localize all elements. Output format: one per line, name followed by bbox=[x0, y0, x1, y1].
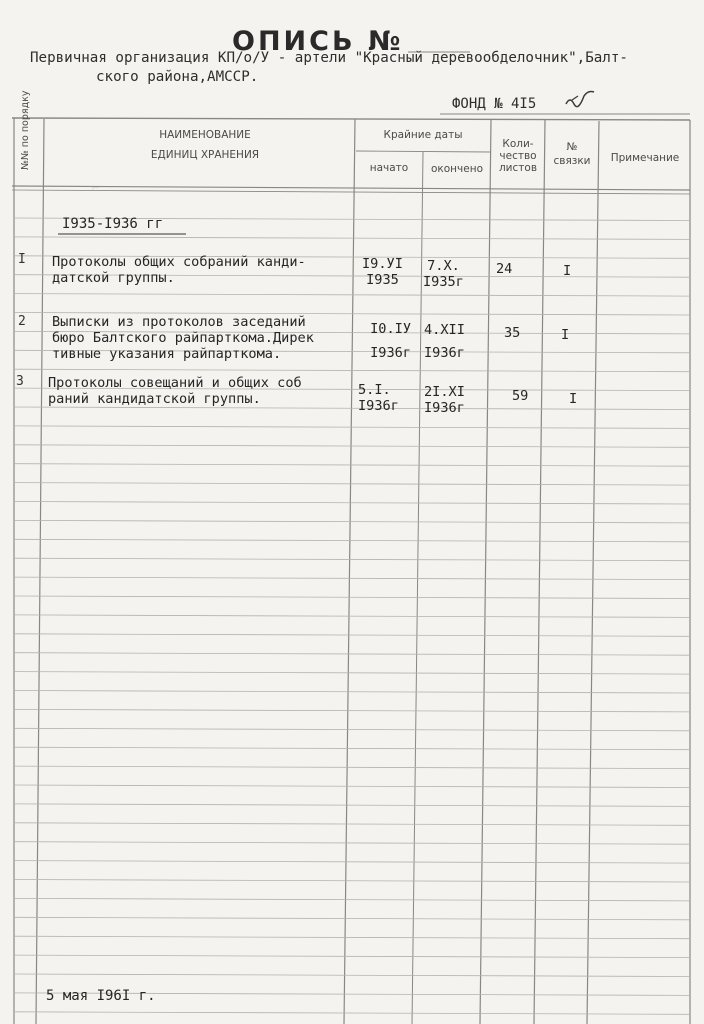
ruling-line bbox=[14, 955, 690, 958]
row-3-end-date bbox=[424, 384, 465, 416]
header-bundle bbox=[545, 140, 599, 168]
ruling-line bbox=[14, 842, 690, 845]
ruling-line bbox=[14, 785, 690, 788]
row-2-start-line2: I936г bbox=[370, 345, 411, 361]
row-3-number: 3 bbox=[16, 374, 24, 389]
ruling-line bbox=[14, 577, 690, 580]
row-3-name bbox=[48, 375, 302, 407]
section-underline bbox=[58, 232, 188, 236]
header-dates: Крайние даты bbox=[383, 129, 463, 141]
ruling-line bbox=[14, 615, 690, 618]
bleed-through-mark: ⌐ bbox=[92, 181, 100, 196]
ruling-line bbox=[14, 539, 690, 542]
header-sheets-line2: чество bbox=[499, 150, 537, 162]
row-2-end-line1: 4.ХII bbox=[424, 322, 465, 338]
ruling-line bbox=[14, 520, 690, 523]
ruling-line bbox=[14, 1012, 690, 1015]
row-2-end-line2: I936г bbox=[424, 345, 465, 361]
fond-number: ФОНД № 4I5 bbox=[452, 96, 537, 112]
ruling-line bbox=[14, 747, 690, 750]
row-3-start-date bbox=[358, 382, 399, 414]
row-3-name-line1: Протоколы совещаний и общих соб bbox=[48, 375, 302, 391]
ruling-line bbox=[14, 672, 690, 675]
row-1-start-line2: I935 bbox=[366, 272, 399, 288]
ruling-line bbox=[14, 426, 690, 429]
row-3-end-line1: 2I.ХI bbox=[424, 384, 465, 400]
row-3-end-line2: I936г bbox=[424, 400, 465, 416]
row-1-name-line2: датской группы. bbox=[52, 270, 175, 286]
header-sheets-line3: листов bbox=[498, 162, 538, 174]
row-1-end-line2: I935г bbox=[423, 274, 464, 290]
row-1-name bbox=[52, 254, 306, 286]
row-2-name bbox=[52, 314, 314, 362]
footer-date: 5 мая I96I г. bbox=[46, 988, 156, 1004]
row-2-end-date bbox=[424, 322, 465, 361]
row-1-start-date bbox=[362, 256, 403, 288]
row-2-number: 2 bbox=[18, 314, 26, 329]
row-1-start-line1: I9.УI bbox=[362, 256, 403, 272]
header-number: №№ по порядку bbox=[20, 90, 31, 170]
ruling-line bbox=[14, 766, 690, 769]
ruling-line bbox=[14, 294, 690, 297]
header-name-line1: НАИМЕНОВАНИЕ bbox=[159, 129, 251, 141]
ruling-line bbox=[14, 237, 690, 240]
ruling-line bbox=[14, 823, 690, 826]
row-3-start-line2: I936г bbox=[358, 398, 399, 414]
header-sheets bbox=[491, 138, 545, 174]
header-bundle-line1: № bbox=[566, 141, 578, 153]
organization-line-1: Первичная организация КП/о/У - артели "Красный деревообделочник",Балт- bbox=[30, 50, 628, 66]
checkmark-scribble bbox=[566, 92, 594, 107]
row-2-start-date bbox=[361, 321, 411, 361]
header-dates-start: начато bbox=[369, 162, 409, 174]
row-3-sheets: 59 bbox=[512, 388, 529, 404]
row-1-end-date bbox=[423, 258, 464, 290]
row-3-bundle: I bbox=[569, 391, 578, 407]
organization-line-2: ского района,АМССР. bbox=[96, 69, 259, 85]
ruling-line bbox=[14, 596, 690, 599]
ruling-line bbox=[14, 653, 690, 656]
ruling-line bbox=[14, 464, 690, 467]
header-sheets-line1: Коли- bbox=[502, 138, 534, 150]
row-1-name-line1: Протоколы общих собраний канди- bbox=[52, 254, 306, 270]
header-dates-end: окончено bbox=[430, 163, 483, 175]
ruling-line bbox=[14, 558, 690, 561]
row-2-name-line3: тивные указания райпарткома. bbox=[52, 346, 282, 362]
row-2-start-line1: I0.IУ bbox=[370, 321, 411, 337]
ruling-line bbox=[14, 728, 690, 731]
row-2-name-line2: бюро Балтского райпарткома.Дирек bbox=[52, 330, 314, 346]
row-2-bundle: I bbox=[561, 327, 570, 343]
ruling-line bbox=[14, 804, 690, 807]
row-2-name-line1: Выписки из протоколов заседаний bbox=[52, 314, 306, 330]
ruling-line bbox=[14, 974, 690, 977]
header-notes: Примечание bbox=[610, 152, 680, 164]
header-bundle-line2: связки bbox=[553, 155, 591, 167]
ruling-line bbox=[14, 483, 690, 486]
row-1-sheets: 24 bbox=[496, 261, 513, 277]
page-title: ОПИСЬ № bbox=[232, 26, 404, 57]
ruling-line bbox=[14, 502, 690, 505]
ruling-line bbox=[14, 445, 690, 448]
row-1-number: I bbox=[18, 252, 26, 267]
section-heading: I935-I936 гг bbox=[62, 216, 164, 232]
header-name-line2: ЕДИНИЦ ХРАНЕНИЯ bbox=[150, 149, 260, 161]
ruling-line bbox=[14, 691, 690, 694]
ruling-line bbox=[14, 634, 690, 637]
row-3-name-line2: раний кандидатской группы. bbox=[48, 391, 261, 407]
ruling-line bbox=[14, 709, 690, 712]
row-3-start-line1: 5.I. bbox=[358, 382, 391, 398]
row-1-end-line1: 7.Х. bbox=[427, 258, 460, 274]
row-2-sheets: 35 bbox=[504, 325, 521, 341]
row-1-bundle: I bbox=[563, 263, 572, 279]
